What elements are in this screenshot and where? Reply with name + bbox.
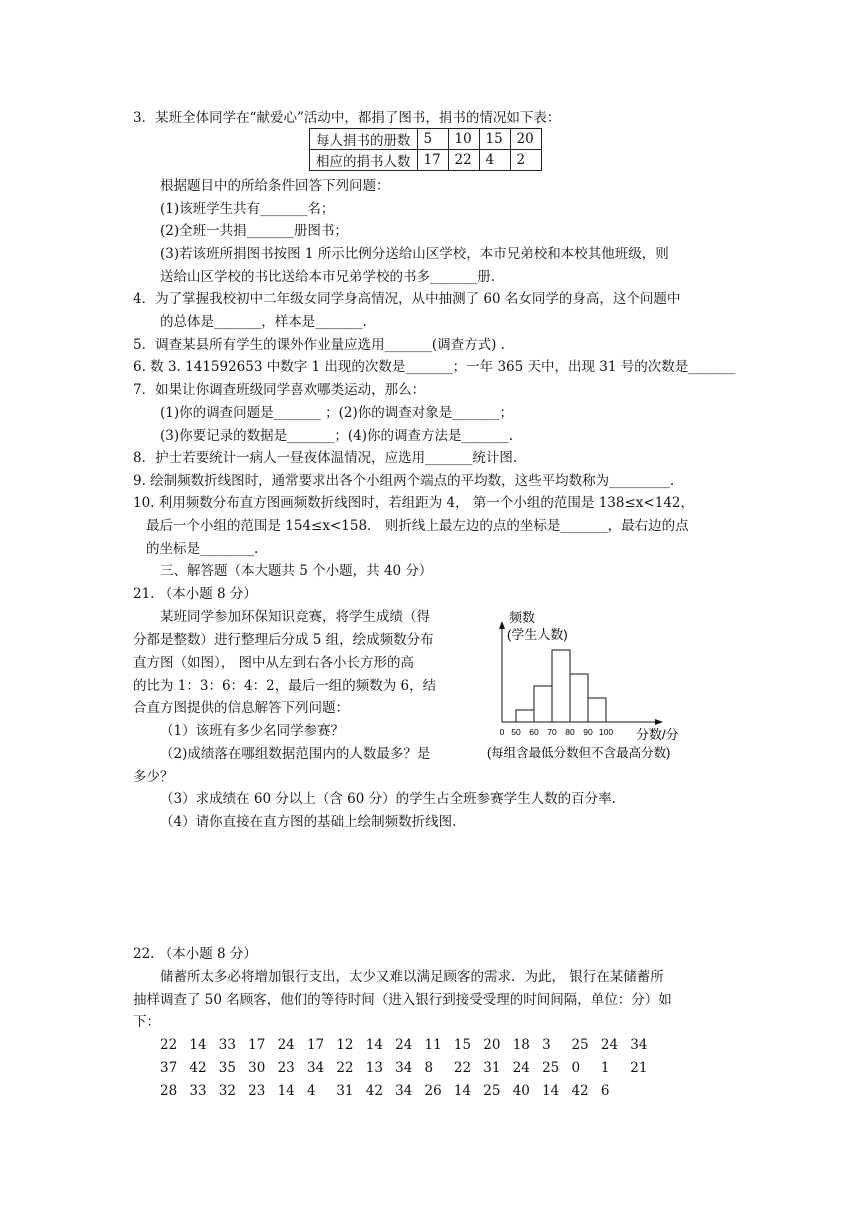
q22-line: 储蓄所太多必将增加银行支出，太少又难以满足顾客的需求．为此， 银行在某储蓄所 bbox=[160, 969, 664, 985]
wait-time-value: 34 bbox=[630, 1037, 648, 1053]
q21-line: 的比为 1：3：6：4：2，最后一组的频数为 6，结 bbox=[133, 678, 437, 694]
wait-time-value: 22 bbox=[160, 1037, 178, 1053]
wait-time-value: 30 bbox=[248, 1060, 266, 1076]
q8-line: 8．护士若要统计一病人一昼夜体温情况，应选用_______统计图. bbox=[133, 450, 518, 466]
q10-line: 最后一个小组的范围是 154≤x<158． 则折线上最左边的点的坐标是_______，最右边的点 bbox=[146, 518, 689, 534]
wait-time-value: 23 bbox=[277, 1060, 295, 1076]
x-tick-label: 100 bbox=[598, 727, 614, 737]
x-tick-label: 60 bbox=[529, 727, 539, 737]
table-row bbox=[310, 129, 542, 150]
q3-line: (1)该班学生共有_______名； bbox=[160, 201, 335, 217]
q21-line: 某班同学参加环保知识竞赛，将学生成绩（得 bbox=[160, 609, 430, 625]
q3-intro: 3．某班全体同学在“献爱心”活动中，都捐了图书，捐书的情况如下表： bbox=[133, 110, 561, 126]
y-axis-label: (学生人数) bbox=[507, 627, 568, 642]
wait-time-value: 4 bbox=[306, 1083, 316, 1099]
q3-line: 送给山区学校的书比送给本市兄弟学校的书多_______册. bbox=[160, 269, 496, 285]
x-tick-label: 50 bbox=[511, 727, 521, 737]
x-tick-label: 0 bbox=[499, 727, 505, 737]
wait-time-row bbox=[160, 1036, 660, 1054]
histogram-bar bbox=[534, 686, 552, 722]
wait-time-value: 40 bbox=[512, 1083, 530, 1099]
wait-time-row bbox=[160, 1059, 660, 1077]
wait-time-value: 23 bbox=[248, 1083, 266, 1099]
q4-line: 的总体是_______，样本是_______. bbox=[160, 314, 367, 330]
wait-time-value: 14 bbox=[277, 1083, 295, 1099]
table-cell: 15 bbox=[479, 129, 510, 150]
donation-table bbox=[309, 128, 542, 171]
y-axis-label: 频数 bbox=[509, 610, 536, 625]
q9-line: 9. 绘制频数折线图时，通常要求出各个小组两个端点的平均数，这些平均数称为_________. bbox=[133, 473, 675, 489]
histogram-bar bbox=[570, 674, 588, 722]
wait-time-value: 14 bbox=[365, 1037, 383, 1053]
wait-time-value: 0 bbox=[571, 1060, 581, 1076]
q21-line: （1）该班有多少名同学参赛？ bbox=[160, 723, 345, 739]
q21-head: 21. （本小题 8 分） bbox=[133, 586, 257, 602]
wait-time-value: 32 bbox=[218, 1083, 236, 1099]
table-cell: 17 bbox=[417, 150, 448, 171]
wait-time-value: 22 bbox=[453, 1060, 472, 1076]
wait-time-value: 28 bbox=[160, 1083, 178, 1099]
wait-time-value: 33 bbox=[189, 1083, 207, 1099]
q10-line: 的坐标是________. bbox=[146, 541, 259, 557]
wait-time-value: 18 bbox=[512, 1037, 530, 1053]
q21-line: （3）求成绩在 60 分以上（含 60 分）的学生占全班参赛学生人数的百分率. bbox=[160, 791, 616, 807]
wait-time-row bbox=[160, 1082, 630, 1100]
q21-line: 直方图（如图）， 图中从左到右各小长方形的高 bbox=[133, 655, 415, 671]
wait-time-value: 3 bbox=[542, 1037, 551, 1053]
table-row bbox=[310, 150, 542, 171]
wait-time-value: 8 bbox=[424, 1060, 434, 1076]
q21-line: （2)成绩落在哪组数据范围内的人数最多？是 bbox=[160, 746, 431, 762]
wait-time-value: 24 bbox=[512, 1060, 530, 1076]
q21-line: 多少？ bbox=[133, 769, 174, 785]
wait-time-value: 24 bbox=[600, 1037, 619, 1053]
wait-time-value: 34 bbox=[306, 1060, 325, 1076]
wait-time-value: 34 bbox=[395, 1083, 413, 1099]
wait-time-value: 37 bbox=[160, 1060, 178, 1076]
q22-line: 下： bbox=[133, 1014, 160, 1030]
histogram-bar bbox=[552, 650, 570, 722]
wait-time-value: 31 bbox=[483, 1060, 501, 1076]
wait-time-value: 21 bbox=[630, 1060, 648, 1076]
wait-time-value: 25 bbox=[571, 1037, 589, 1053]
wait-time-value: 14 bbox=[189, 1037, 207, 1053]
wait-time-value: 14 bbox=[542, 1083, 560, 1099]
wait-time-value: 6 bbox=[600, 1083, 610, 1099]
wait-time-value: 26 bbox=[424, 1083, 442, 1099]
y-axis-arrow bbox=[499, 621, 505, 629]
q21-line: 合直方图提供的信息解答下列问题： bbox=[133, 700, 349, 716]
wait-time-value: 42 bbox=[365, 1083, 383, 1099]
q3-line: 根据题目中的所给条件回答下列问题： bbox=[160, 178, 390, 194]
table-cell: 22 bbox=[448, 150, 479, 171]
wait-time-value: 22 bbox=[336, 1060, 354, 1076]
x-tick-label: 70 bbox=[547, 727, 557, 737]
q22-line: 抽样调查了 50 名顾客，他们的等待时间（进入银行到接受受理的时间间隔，单位：分）如 bbox=[133, 992, 672, 1008]
wait-time-value: 11 bbox=[424, 1037, 442, 1053]
wait-time-value: 14 bbox=[453, 1083, 472, 1099]
q10-line: 10. 利用频数分布直方图画频数折线图时，若组距为 4， 第一个小组的范围是 138≤x<142， bbox=[133, 495, 694, 511]
chart-caption: (每组含最低分数但不含最高分数) bbox=[487, 746, 671, 760]
section-heading: 三、解答题（本大题共 5 个小题，共 40 分） bbox=[160, 563, 433, 579]
wait-time-value: 13 bbox=[365, 1060, 383, 1076]
table-cell: 4 bbox=[479, 150, 510, 171]
table-cell: 20 bbox=[510, 129, 541, 150]
wait-time-value: 42 bbox=[571, 1083, 589, 1099]
q21-line: （4）请你直接在直方图的基础上绘制频数折线图. bbox=[160, 814, 457, 830]
q3-line: (2)全班一共捐_______册图书； bbox=[160, 223, 348, 239]
q22-head: 22. （本小题 8 分） bbox=[133, 946, 257, 962]
wait-time-value: 33 bbox=[218, 1037, 236, 1053]
q5-line: 5．调查某县所有学生的课外作业量应选用_______(调查方式) . bbox=[133, 337, 505, 353]
wait-time-value: 20 bbox=[483, 1037, 501, 1053]
wait-time-value: 31 bbox=[336, 1083, 354, 1099]
wait-time-value: 17 bbox=[248, 1037, 266, 1053]
wait-time-value: 15 bbox=[453, 1037, 472, 1053]
q7-line: 7．如果让你调查班级同学喜欢哪类运动，那么： bbox=[133, 382, 426, 398]
wait-time-value: 34 bbox=[395, 1060, 413, 1076]
histogram-chart bbox=[485, 605, 700, 765]
q7-line: (1)你的调查问题是_______ ；(2)你的调查对象是_______； bbox=[160, 405, 514, 421]
x-axis-label: 分数/分 bbox=[636, 727, 679, 742]
q7-line: (3)你要记录的数据是_______；(4)你的调查方法是_______. bbox=[160, 428, 514, 444]
wait-time-value: 25 bbox=[483, 1083, 501, 1099]
table-cell: 10 bbox=[448, 129, 479, 150]
wait-time-value: 25 bbox=[542, 1060, 560, 1076]
x-tick-label: 90 bbox=[583, 727, 593, 737]
wait-time-value: 1 bbox=[600, 1060, 610, 1076]
histogram-bar bbox=[516, 710, 534, 722]
q3-line: (3)若该班所捐图书按图 1 所示比例分送给山区学校，本市兄弟校和本校其他班级，则 bbox=[160, 246, 669, 262]
q6-line: 6. 数 3. 141592653 中数字 1 出现的次数是_______；一年 365 天中，出现 31 号的次数是_______ bbox=[133, 359, 736, 375]
table-cell: 5 bbox=[417, 129, 448, 150]
histogram-bar bbox=[588, 698, 606, 722]
row1-label: 每人捐书的册数 bbox=[310, 129, 418, 150]
row2-label: 相应的捐书人数 bbox=[310, 150, 418, 171]
wait-time-value: 35 bbox=[218, 1060, 236, 1076]
x-axis-arrow bbox=[655, 719, 663, 725]
q4-line: 4．为了掌握我校初中二年级女同学身高情况，从中抽测了 60 名女同学的身高，这个问题中 bbox=[133, 291, 681, 307]
wait-time-value: 24 bbox=[395, 1037, 413, 1053]
wait-time-value: 24 bbox=[277, 1037, 295, 1053]
q21-line: 分都是整数）进行整理后分成 5 组，绘成频数分布 bbox=[133, 632, 434, 648]
table-cell: 2 bbox=[510, 150, 541, 171]
wait-time-value: 42 bbox=[189, 1060, 207, 1076]
x-tick-label: 80 bbox=[565, 727, 575, 737]
wait-time-value: 17 bbox=[306, 1037, 325, 1053]
wait-time-value: 12 bbox=[336, 1037, 354, 1053]
